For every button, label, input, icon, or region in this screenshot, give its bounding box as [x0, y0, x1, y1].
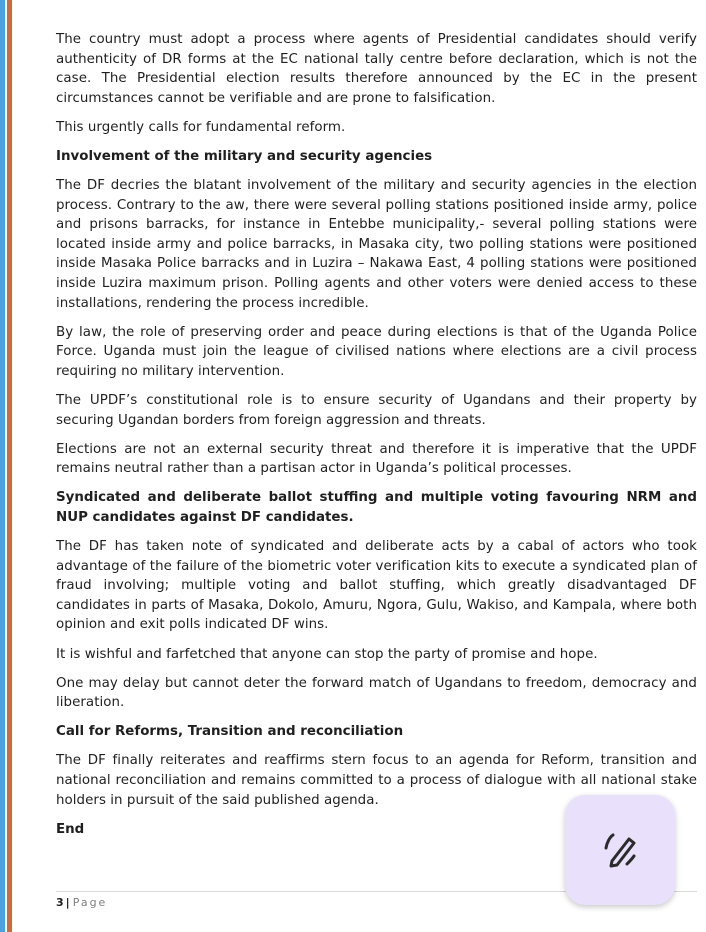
heading-military-involvement: Involvement of the military and security agencies — [56, 148, 433, 164]
pen-edit-icon — [598, 828, 642, 872]
paragraph-updf-role: The UPDF’s constitutional role is to ensure security of Ugandans and their property by securing Ugandan borders from foreign aggression and threats. — [56, 393, 697, 428]
paragraph-military-polling-stations: The DF decries the blatant involvement of the military and security agencies in the election process. Contrary to the aw, there were several polling stations positioned inside army, police and prisons barracks, for instance in Entebbe municipality,- several polling stations were located inside army and police barracks, in Masaka city, two polling stations were positioned inside Masaka Police barracks and in Luzira – Nakawa East, 4 polling stations were positioned inside Luzira maximum prison. Polling agents and other voters were denied access to these installations, rendering the process incredible. — [56, 178, 697, 311]
paragraph-reform-call: This urgently calls for fundamental reform. — [56, 119, 346, 135]
page-number: 3 — [56, 896, 64, 909]
page-label: Page — [72, 896, 108, 909]
paragraph-dialogue-commitment: The DF finally reiterates and reaffirms stern focus to an agenda for Reform, transition and national reconciliation and remains committed to a process of dialogue with all national stake holders in pursuit of the said published agenda. — [56, 753, 697, 808]
document-body — [56, 30, 697, 849]
end-marker: End — [56, 821, 85, 837]
heading-call-for-reforms: Call for Reforms, Transition and reconciliation — [56, 724, 404, 740]
page-side-stripe — [0, 0, 12, 932]
paragraph-dr-forms-verification: The country must adopt a process where agents of Presidential candidates should verify authenticity of DR forms at the EC national tally centre before declaration, which is not the case. The Presidential election results therefore announced by the EC in the present circumstances cannot be verifiable and are prone to falsification. — [56, 32, 697, 106]
page-footer — [56, 896, 107, 910]
edit-floating-button[interactable] — [565, 795, 675, 905]
side-stripe-orange — [7, 0, 12, 932]
heading-ballot-stuffing: Syndicated and deliberate ballot stuffing and multiple voting favouring NRM and NUP candidates against DF candidates. — [56, 490, 697, 525]
page-separator: | — [65, 896, 70, 909]
paragraph-police-role: By law, the role of preserving order and peace during elections is that of the Uganda Police Force. Uganda must join the league of civilised nations where elections are a civil process requiring no military intervention. — [56, 324, 697, 379]
paragraph-forward-match: One may delay but cannot deter the forward match of Ugandans to freedom, democracy and liberation. — [56, 675, 697, 711]
paragraph-party-of-promise: It is wishful and farfetched that anyone can stop the party of promise and hope. — [56, 646, 598, 662]
paragraph-syndicated-fraud: The DF has taken note of syndicated and deliberate acts by a cabal of actors who took advantage of the failure of the biometric voter verification kits to execute a syndicated plan of fraud involving; multiple voting and ballot stuffing, which greatly disadvantaged DF candidates in parts of Masaka, Dokolo, Amuru, Ngora, Gulu, Wakiso, and Kampala, where both opinion and exit polls indicated DF wins. — [56, 539, 697, 633]
paragraph-updf-neutrality: Elections are not an external security threat and therefore it is imperative that the UPDF remains neutral rather than a partisan actor in Uganda’s political processes. — [56, 441, 697, 477]
